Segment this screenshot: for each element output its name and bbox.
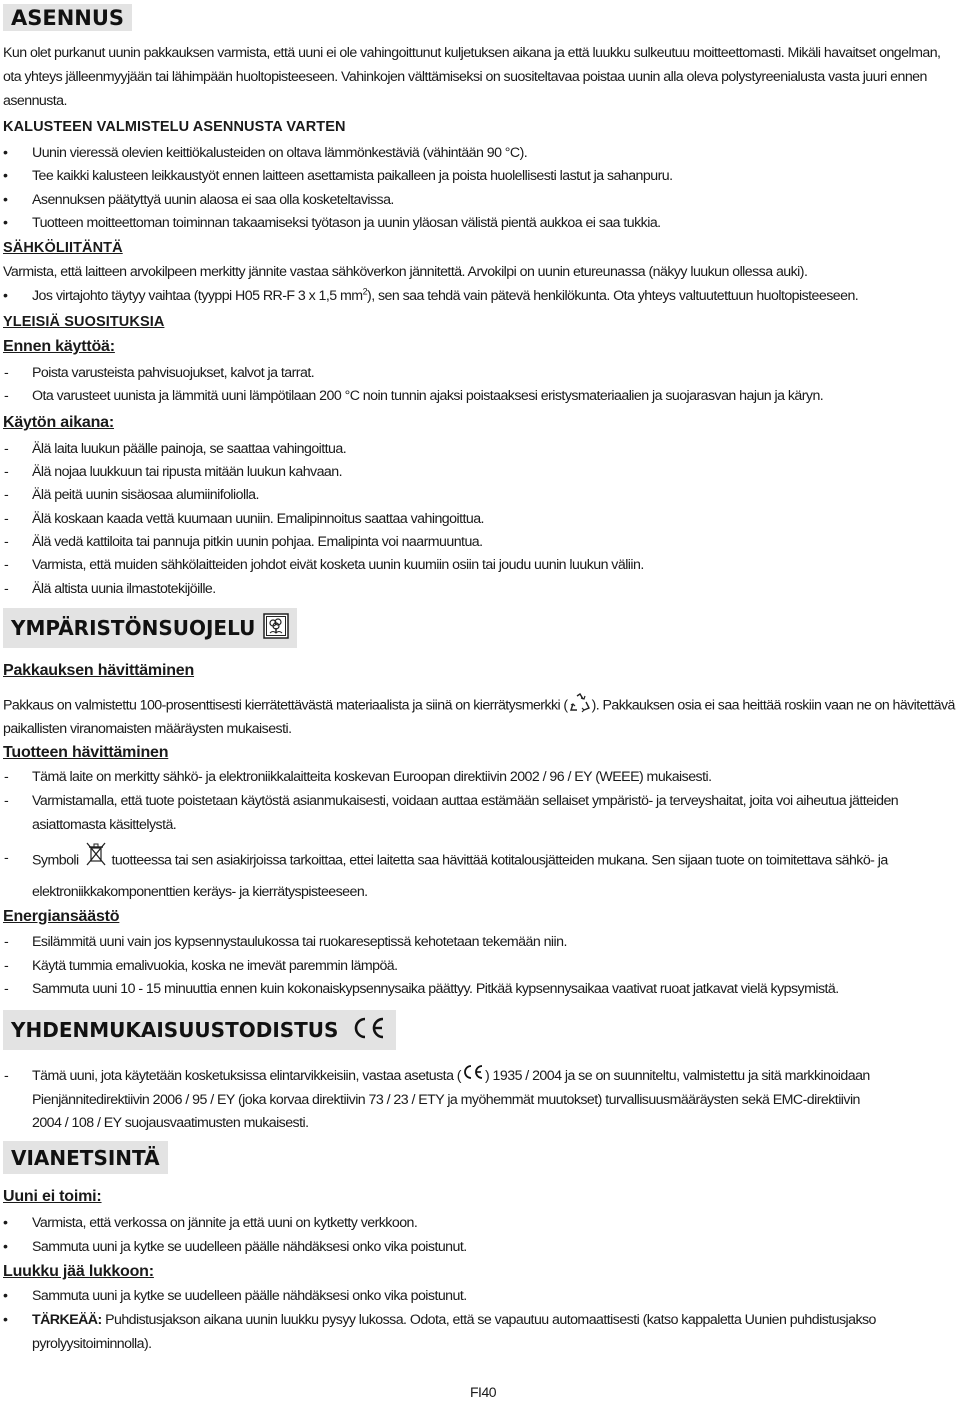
section-banner-ymparisto xyxy=(3,608,297,648)
uuni-item-1: Varmista, että verkossa on jännite ja että uuni on kytketty verkkoon. xyxy=(32,1215,418,1231)
energia-item-2: Käytä tummia emalivuokia, koska ne imevät paremmin lämpöä. xyxy=(32,958,398,974)
intro-line-2: ota yhteys jälleenmyyjään tai lähimpään huoltopisteeseen. Vahinkojen välttämiseksi on suositeltavaa poistaa uunin alla oleva polystyreenialusta vasta juuri ennen xyxy=(3,69,927,85)
pakkaus-line-2: paikallisten viranomaisten määräysten mukaisesti. xyxy=(3,721,292,737)
bullet: • xyxy=(3,215,8,231)
bullet: • xyxy=(3,145,8,161)
pakkaus-text: Pakkaus on valmistettu 100-prosenttisesti kierrätettävästä materiaalista ja siinä on kierrätysmerkki ( xyxy=(3,697,568,714)
yhdenmukaisuus-text-end: ) 1935 / 2004 ja se on suunniteltu, valmistettu ja sitä markkinoidaan xyxy=(484,1068,870,1084)
page-number: FI40 xyxy=(470,1384,497,1400)
dash: - xyxy=(4,487,9,503)
section-banner-asennus xyxy=(3,4,132,31)
ennen-item-2: Ota varusteet uunista ja lämmitä uuni lämpötilaan 200 °C noin tunnin ajaksi poistaaksesi eristysmateriaalien ja suojarasvan hajun ja käryn. xyxy=(32,388,824,404)
bullet: • xyxy=(3,1215,8,1231)
kayton-item-1: Älä laita luukun päälle painoja, se saattaa vahingoittua. xyxy=(32,441,347,457)
dash: - xyxy=(4,793,9,809)
bullet: • xyxy=(3,288,8,304)
dash: - xyxy=(4,981,9,997)
kalusteen-item-3: Asennuksen päätyttyä uunin alaosa ei saa olla kosketeltavissa. xyxy=(32,192,394,208)
section-title: VIANETSINTÄ xyxy=(11,1145,160,1170)
dash: - xyxy=(4,850,9,866)
ennen-heading: Ennen käyttöä: xyxy=(3,338,115,355)
kayton-item-3: Älä peitä uunin sisäosaa alumiinifoliolla. xyxy=(32,487,259,503)
dash: - xyxy=(4,464,9,480)
crossed-bin-icon xyxy=(86,841,106,872)
tuote-item-3-text: Symboli xyxy=(32,852,79,869)
environment-icon xyxy=(263,613,289,644)
kalusteen-item-2: Tee kaikki kalusteen leikkaustyöt ennen laitteen asettamista paikalleen ja poista huolellisesti lastut ja sahanpuru. xyxy=(32,168,673,184)
intro-line-3: asennusta. xyxy=(3,93,67,109)
bullet: • xyxy=(3,1239,8,1255)
intro-line-1: Kun olet purkanut uunin pakkauksen varmista, että uuni ei ole vahingoittunut kuljetuksen aikana ja että luukku sulkeutuu moitteettomasti. Mikäli havaitset ongelman, xyxy=(3,45,941,61)
bullet: • xyxy=(3,168,8,184)
tuote-item-3-line-2: elektroniikkakomponenttien keräys- ja kierrätyspisteeseen. xyxy=(32,884,368,900)
tuote-item-3-text-end: tuotteessa tai sen asiakirjoissa tarkoittaa, ettei laitetta saa hävittää kotitalousjätteiden mukana. Sen sijaan tuote on toimitettava sähkö- ja xyxy=(111,852,888,869)
uuni-item-2: Sammuta uuni ja kytke se uudelleen päälle nähdäksesi onko vika poistunut. xyxy=(32,1239,467,1255)
kayton-item-4: Älä koskaan kaada vettä kuumaan uuniin. Emalipinnoitus saattaa vahingoittua. xyxy=(32,511,484,527)
tuote-item-2-line-1: Varmistamalla, että tuote poistetaan käytöstä asianmukaisesti, voidaan auttaa estämään sellaiset ympäristö- ja terveyshaitat, joita voi aiheutua jätteiden xyxy=(32,793,899,809)
kayton-item-6: Varmista, että muiden sähkölaitteiden johdot eivät kosketa uunin kuumiin osiin tai joudu uunin luukun väliin. xyxy=(32,557,644,573)
yhdenmukaisuus-line-1 xyxy=(32,1067,870,1085)
important-label: TÄRKEÄÄ: xyxy=(32,1312,102,1328)
superscript: 2 xyxy=(362,286,368,297)
section-banner-yhdenmukaisuus xyxy=(3,1010,396,1050)
dash: - xyxy=(4,557,9,573)
dash: - xyxy=(4,1068,9,1084)
bullet: • xyxy=(3,192,8,208)
luukku-item-2-text: Puhdistusjakson aikana uunin luukku pysyy lukossa. Odota, että se vapautuu automaattisesti (katso kappaletta Uunien puhdistusjakso xyxy=(101,1312,876,1328)
dash: - xyxy=(4,534,9,550)
tuote-heading: Tuotteen hävittäminen xyxy=(3,744,169,761)
kalusteen-item-4: Tuotteen moitteettoman toiminnan takaamiseksi työtason ja uunin yläosan välistä pientä aukkoa ei saa tukkia. xyxy=(32,215,661,231)
ennen-item-1: Poista varusteista pahvisuojukset, kalvot ja tarrat. xyxy=(32,365,315,381)
yhdenmukaisuus-line-3: 2004 / 108 / EY suojausvaatimusten mukaisesti. xyxy=(32,1115,309,1131)
luukku-item-2-line-1 xyxy=(32,1311,876,1329)
yhdenmukaisuus-text: Tämä uuni, jota käytetään kosketuksissa elintarvikkeisiin, vastaa asetusta ( xyxy=(32,1068,461,1084)
luukku-item-1: Sammuta uuni ja kytke se uudelleen päälle nähdäksesi onko vika poistunut. xyxy=(32,1288,467,1304)
dash: - xyxy=(4,511,9,527)
sahko-item xyxy=(32,287,858,305)
tuote-item-2-line-2: asiattomasta käsittelystä. xyxy=(32,817,177,833)
dash: - xyxy=(4,769,9,785)
pakkaus-heading: Pakkauksen hävittäminen xyxy=(3,662,195,679)
pakkaus-text-end: ). Pakkauksen osia ei saa heittää roskiin vaan ne on hävitettävä xyxy=(591,697,955,714)
tuote-item-1: Tämä laite on merkitty sähkö- ja elektroniikkalaitteita koskevan Euroopan direktiivin 2002 / 96 / EY (WEEE) mukaisesti. xyxy=(32,769,712,785)
kayton-item-2: Älä nojaa luukkuun tai ripusta mitään luukun kahvaan. xyxy=(32,464,342,480)
ce-mark-icon xyxy=(350,1016,388,1045)
sahko-heading: SÄHKÖLIITÄNTÄ xyxy=(3,240,123,256)
dash: - xyxy=(4,388,9,404)
dash: - xyxy=(4,581,9,597)
section-title: YHDENMUKAISUUSTODISTUS xyxy=(11,1018,339,1042)
kayton-item-7: Älä altista uunia ilmastotekijöille. xyxy=(32,581,216,597)
energia-heading: Energiansäästö xyxy=(3,908,120,925)
kalusteen-heading: KALUSTEEN VALMISTELU ASENNUSTA VARTEN xyxy=(3,119,346,135)
ce-mark-icon xyxy=(462,1064,484,1085)
section-title: YMPÄRISTÖNSUOJELU xyxy=(11,616,256,640)
energia-item-1: Esilämmitä uuni vain jos kypsennystaulukossa tai ruokareseptissä kehotetaan tekemään niin. xyxy=(32,934,567,950)
kalusteen-item-1: Uunin vieressä olevien keittiökalusteiden on oltava lämmönkestäviä (vähintään 90 °C). xyxy=(32,145,528,161)
dash: - xyxy=(4,365,9,381)
dash: - xyxy=(4,441,9,457)
bullet: • xyxy=(3,1288,8,1304)
dash: - xyxy=(4,958,9,974)
dash: - xyxy=(4,934,9,950)
luukku-heading: Luukku jää lukkoon: xyxy=(3,1263,154,1280)
sahko-item-text: Jos virtajohto täytyy vaihtaa (tyyppi H05 RR-F 3 x 1,5 mm xyxy=(32,288,363,304)
tuote-item-3-line-1 xyxy=(32,849,888,872)
section-title: ASENNUS xyxy=(11,5,125,30)
uuni-heading: Uuni ei toimi: xyxy=(3,1188,102,1205)
luukku-item-2-line-2: pyrolyysitoiminnolla). xyxy=(32,1336,152,1352)
yhdenmukaisuus-line-2: Pienjännitedirektiivin 2006 / 95 / EY (joka korvaa direktiivin 73 / 23 / ETY ja myöhemmät muutokset) turvallisuusmääräysten sekä EMC-direktiivin xyxy=(32,1092,860,1108)
energia-item-3: Sammuta uuni 10 - 15 minuuttia ennen kuin kokonaiskypsennysaika päättyy. Pitkää kypsennysaikaa vaativat ruoat jatkavat vielä kypsymistä. xyxy=(32,981,839,997)
section-banner-vianetsinta xyxy=(3,1141,168,1174)
recycle-icon xyxy=(569,693,591,718)
kayton-heading: Käytön aikana: xyxy=(3,414,115,431)
kayton-item-5: Älä vedä kattiloita tai pannuja pitkin uunin pohjaa. Emalipinta voi naarmuuntua. xyxy=(32,534,483,550)
pakkaus-line-1 xyxy=(3,693,955,718)
bullet: • xyxy=(3,1312,8,1328)
yleisia-heading: YLEISIÄ SUOSITUKSIA xyxy=(3,314,165,330)
sahko-item-text-end: ), sen saa tehdä vain pätevä henkilökunta. Ota yhteys valtuutettuun huoltopisteeseen. xyxy=(367,288,859,304)
sahko-text: Varmista, että laitteen arvokilpeen merkitty jännite vastaa sähköverkon jännitettä. Arvokilpi on uunin etureunassa (näkyy luukun ollessa auki). xyxy=(3,264,808,280)
